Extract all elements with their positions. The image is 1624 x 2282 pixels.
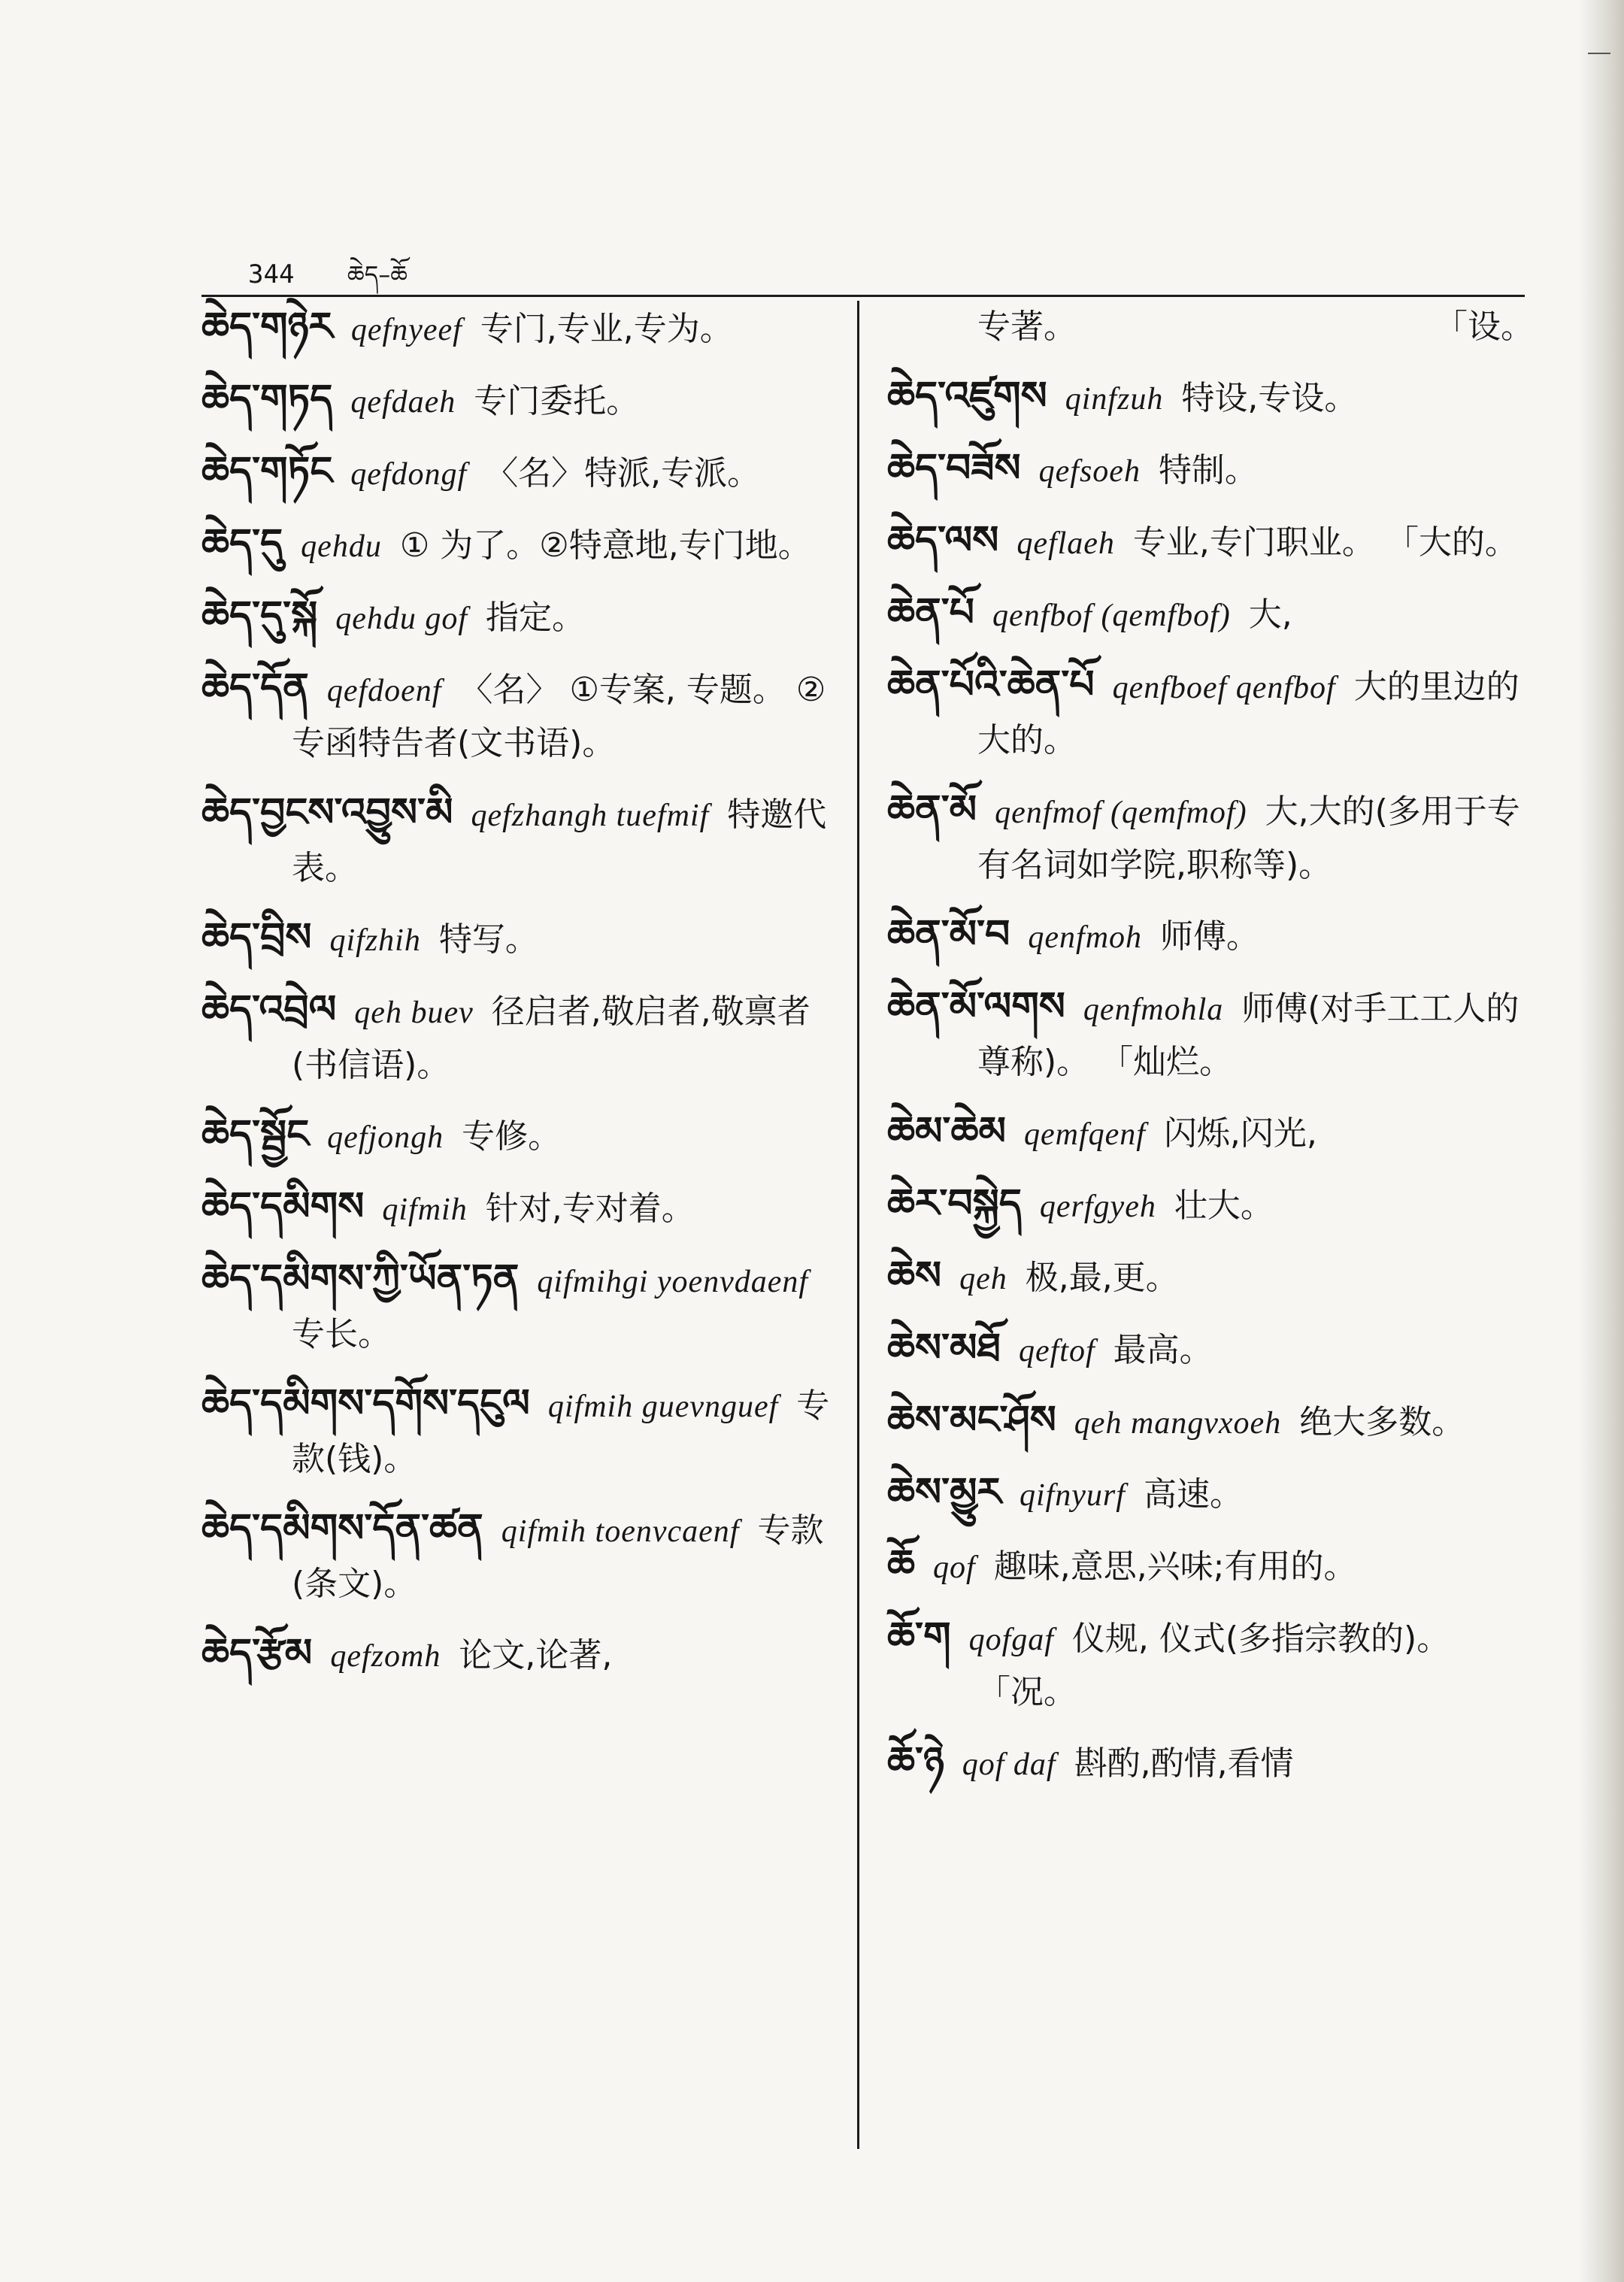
romanization: qefnyeef <box>350 313 462 347</box>
definition: 〈名〉 ①专案, 专题。 ②专函特告者(文书语)。 <box>292 671 826 762</box>
definition: 大,大的(多用于专有名词如学院,职称等)。 <box>977 792 1520 884</box>
headword: ཆེད་གཉེར <box>201 305 333 350</box>
dictionary-entry <box>887 1250 1534 1305</box>
dictionary-entry <box>201 1253 848 1361</box>
definition: 大的里边的大的。 <box>977 668 1519 759</box>
romanization: qifmih <box>382 1193 468 1227</box>
running-head: ཆེད–ཆོ <box>347 260 408 289</box>
headword: ཆེས་མྱུར <box>887 1470 1001 1515</box>
definition: 斟酌,酌情,看情 <box>1074 1744 1294 1783</box>
definition: 师傅。 <box>1160 917 1260 956</box>
definition: 趣味,意思,兴味;有用的。 <box>993 1547 1357 1586</box>
definition: 极,最,更。 <box>1025 1259 1179 1297</box>
dictionary-entry <box>887 1538 1534 1594</box>
headword: ཆེད་རྩོམ <box>201 1631 313 1676</box>
headword: ཆེད་དམིགས་དོན་ཚན <box>201 1506 483 1551</box>
romanization: qefsoeh <box>1038 454 1141 489</box>
headword: ཆེད་དུ <box>201 521 283 566</box>
romanization: qof <box>933 1550 976 1585</box>
dictionary-entry <box>201 301 848 356</box>
headword: ཆེན་མོ་ལགས <box>887 984 1065 1029</box>
dictionary-entry <box>887 1611 1534 1719</box>
dictionary-entry <box>201 1377 848 1486</box>
definition: 壮大。 <box>1174 1186 1274 1225</box>
headword: ཆོ་ག <box>887 1614 951 1659</box>
romanization: qefzomh <box>330 1639 441 1674</box>
romanization: qerfgyeh <box>1039 1189 1156 1224</box>
dictionary-entry <box>887 370 1534 426</box>
definition: 专修。 <box>462 1117 562 1156</box>
headword: ཆེད་དོན <box>201 665 309 711</box>
romanization: qeh mangvxoeh <box>1074 1406 1282 1441</box>
definition: 绝大多数。 <box>1299 1403 1465 1441</box>
headword: ཆེར་བསྐྱེད <box>887 1181 1022 1226</box>
romanization: qehdu gof <box>335 602 468 636</box>
romanization: qifmih guevnguef <box>547 1390 779 1424</box>
headword: ཆེད་འབྲེལ <box>201 987 337 1032</box>
headword: ཆེན་པོ <box>887 590 974 635</box>
romanization: qehdu <box>301 529 382 564</box>
dictionary-entry <box>887 908 1534 964</box>
headword: ཆེད་བྲིས <box>201 915 312 960</box>
romanization: qenfboef qenfbof <box>1112 671 1336 705</box>
romanization: qifmih toenvcaenf <box>501 1514 740 1549</box>
romanization: qenfmoh <box>1028 920 1143 955</box>
headword: ཆེད་དམིགས་དགོས་དངུལ <box>201 1381 530 1426</box>
dictionary-entry <box>887 1394 1534 1450</box>
page-number: 344 <box>248 259 295 289</box>
definition: 仪规, 仪式(多指宗教的)。 <box>1071 1620 1450 1658</box>
definition: 特设,专设。 <box>1181 379 1358 417</box>
headword: ཆེས་མང་ཤོས <box>887 1398 1056 1443</box>
headword: ཆེད་འཛུགས <box>887 374 1047 419</box>
definition: 论文,论著, <box>459 1636 613 1674</box>
headword: ཆེད་དུ་སྐོ <box>201 593 318 638</box>
romanization: qefdongf <box>350 457 468 492</box>
overflow-note: 「大的。 <box>1385 523 1518 562</box>
dictionary-entry <box>887 586 1534 642</box>
romanization: qenfmohla <box>1083 993 1224 1027</box>
definition: 径启者,敬启者,敬禀者(书信语)。 <box>292 993 810 1084</box>
definition: 最高。 <box>1113 1331 1213 1369</box>
dictionary-entry <box>887 1177 1534 1233</box>
definition: 专门委托。 <box>474 382 640 420</box>
dictionary-entry <box>201 662 848 770</box>
definition: 闪烁,闪光, <box>1163 1114 1317 1153</box>
headword: ཆེམ་ཆེམ <box>887 1109 1006 1154</box>
dictionary-entry <box>201 1108 848 1164</box>
definition: 专业,专门职业。 <box>1132 523 1375 562</box>
dictionary-entry <box>887 1322 1534 1377</box>
edge-mark <box>1588 53 1610 54</box>
dictionary-entry <box>201 373 848 429</box>
romanization: qeftof <box>1018 1334 1095 1368</box>
definition: 特邀代表。 <box>292 796 827 887</box>
headword: ཆེད་བཟོས <box>887 446 1021 491</box>
dictionary-entry <box>201 1627 848 1683</box>
definition: 专门,专业,专为。 <box>480 310 733 348</box>
headword: ཆེད་གཏོང <box>201 449 333 494</box>
dictionary-entry <box>887 659 1534 767</box>
definition: 专款(条文)。 <box>292 1511 824 1603</box>
headword: ཆེད་བྱངས་འབྱུས་མི <box>201 790 453 835</box>
dictionary-entry <box>887 514 1534 570</box>
headword: ཆེན་མོ <box>887 787 977 832</box>
overflow-note: 「设。 <box>1435 308 1534 346</box>
definition: 指定。 <box>486 599 585 637</box>
definition: 师傅(对手工工人的尊称)。 <box>977 989 1519 1081</box>
dictionary-entry <box>201 983 848 1092</box>
romanization: qeflaeh <box>1017 526 1115 561</box>
headword: ཆེད་གཏད <box>201 377 333 422</box>
continuation-line <box>887 301 1534 353</box>
headword: ཆེས <box>887 1253 942 1299</box>
header-rule <box>201 295 1525 297</box>
definition: 针对,专对着。 <box>485 1189 695 1228</box>
left-column <box>201 301 848 1699</box>
definition: 特制。 <box>1158 451 1258 489</box>
dictionary-entry <box>201 1180 848 1236</box>
right-column <box>887 301 1534 1808</box>
romanization: qemfqenf <box>1023 1117 1146 1152</box>
continued-definition: 专著。 <box>977 308 1077 346</box>
definition: 专长。 <box>292 1315 391 1353</box>
romanization: qenfmof (qemfmof) <box>995 796 1247 830</box>
dictionary-entry <box>887 1105 1534 1161</box>
romanization: qifnyurf <box>1019 1478 1126 1513</box>
headword: ཆོ <box>887 1542 916 1587</box>
romanization: qeh <box>959 1262 1007 1296</box>
headword: ཆེད་སྦྱོང <box>201 1112 310 1157</box>
dictionary-entry <box>887 442 1534 498</box>
headword: ཆེན་མོ་བ <box>887 912 1010 957</box>
romanization: qinfzuh <box>1065 382 1164 417</box>
definition: 大, <box>1248 596 1292 634</box>
dictionary-entry <box>201 1502 848 1611</box>
dictionary-entry <box>201 911 848 967</box>
overflow-note: 「灿烂。 <box>1100 1043 1233 1081</box>
romanization: qifmihgi yoenvdaenf <box>537 1265 809 1299</box>
definition: 高速。 <box>1143 1475 1243 1514</box>
definition: ① 为了。②特意地,专门地。 <box>399 526 811 565</box>
definition: 专款(钱)。 <box>292 1386 830 1478</box>
page-edge <box>1579 0 1624 2282</box>
romanization: qefjongh <box>327 1120 444 1155</box>
column-divider <box>857 301 859 2149</box>
dictionary-entry <box>887 1466 1534 1522</box>
definition: 特写。 <box>438 920 538 959</box>
headword: ཆེན་པོའི་ཆེན་པོ <box>887 662 1095 708</box>
romanization: qefdaeh <box>350 385 456 420</box>
overflow-note: 「况。 <box>977 1673 1077 1711</box>
headword: ཆེད་ལས <box>887 518 999 563</box>
romanization: qenfbof (qemfbof) <box>992 599 1231 633</box>
headword: ཆོ་ཉེ <box>887 1739 944 1784</box>
dictionary-entry <box>887 1735 1534 1791</box>
dictionary-entry <box>201 589 848 645</box>
headword: ཆེད་དམིགས་ཀྱི་ཡོན་ཏན <box>201 1256 520 1302</box>
headword: ཆེས་མཐོ <box>887 1326 1001 1371</box>
dictionary-entry <box>887 783 1534 892</box>
dictionary-entry <box>201 517 848 573</box>
romanization: qof daf <box>962 1747 1056 1782</box>
romanization: qifzhih <box>329 923 421 958</box>
romanization: qofgaf <box>968 1623 1054 1657</box>
romanization: qefzhangh tuefmif <box>471 799 710 833</box>
dictionary-entry <box>887 980 1534 1089</box>
dictionary-entry <box>201 786 848 895</box>
romanization: qeh buev <box>354 996 474 1030</box>
dictionary-entry <box>201 445 848 501</box>
romanization: qefdoenf <box>326 674 442 708</box>
headword: ཆེད་དམིགས <box>201 1184 365 1229</box>
definition: 〈名〉特派,专派。 <box>485 454 761 492</box>
